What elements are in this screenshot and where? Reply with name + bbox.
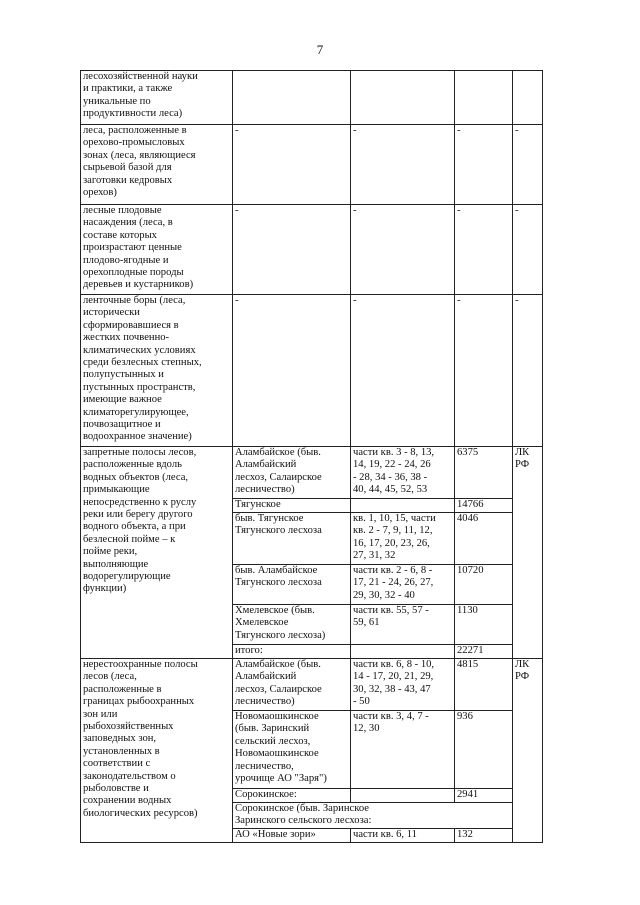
table-cell-forestry: Аламбайское (быв. Аламбайский лесхоз, Салаирское лесничество) [233, 447, 351, 499]
table-cell-forestry: Тягунское [233, 499, 351, 513]
table-row [81, 71, 543, 125]
table-cell-area: - [455, 295, 513, 447]
table-cell-forestry: - [233, 295, 351, 447]
table-cell-area [455, 71, 513, 125]
table-cell-quarters: части кв. 6, 11 [351, 829, 455, 843]
table-cell-forestry: Новомаошкинское (быв. Заринский сельский лесхоз, Новомаошкинское лесничество, урочище АО "Заря") [233, 711, 351, 789]
table-cell-area: 6375 [455, 447, 513, 499]
table-cell-area: 1130 [455, 605, 513, 645]
table-cell-quarters: кв. 1, 10, 15, части кв. 2 - 7, 9, 11, 12, 16, 17, 20, 23, 26, 27, 31, 32 [351, 513, 455, 565]
table-cell-forestry: Аламбайское (быв. Аламбайский лесхоз, Салаирское лесничество) [233, 659, 351, 711]
table-cell-basis: ЛК РФ [513, 659, 543, 843]
page-number: 7 [316, 42, 324, 57]
table-cell-forestry: - [233, 205, 351, 295]
table-cell-area: 10720 [455, 565, 513, 605]
table-cell-category: леса, расположенные в орехово-промысловых зонах (леса, являющиеся сырьевой базой для заготовки кедровых орехов) [81, 125, 233, 205]
table-cell-quarters: - [351, 205, 455, 295]
table-cell-area: 132 [455, 829, 513, 843]
table-cell-quarters: части кв. 2 - 6, 8 - 17, 21 - 24, 26, 27, 29, 30, 32 - 40 [351, 565, 455, 605]
table-row [81, 447, 543, 499]
table-cell-forestry: Хмелевское (быв. Хмелевское Тягунского лесхоза) [233, 605, 351, 645]
forest-table [80, 70, 543, 843]
table-cell-area: 14766 [455, 499, 513, 513]
table-cell-forestry: - [233, 125, 351, 205]
table-cell-basis: ЛК РФ [513, 447, 543, 659]
table-cell-area: 4046 [455, 513, 513, 565]
table-cell-basis [513, 71, 543, 125]
table-cell-quarters [351, 789, 455, 803]
table-cell-basis: - [513, 295, 543, 447]
table-cell-category: запретные полосы лесов, расположенные вдоль водных объектов (леса, примыкающие непосредственно к руслу реки или берегу другого водного объекта, а при безлесной пойме – к пойме реки, выполняющие водорегулирующие функции) [81, 447, 233, 659]
table-cell-category: лесохозяйственной науки и практики, а также уникальные по продуктивности леса) [81, 71, 233, 125]
table-cell-quarters: части кв. 3 - 8, 13, 14, 19, 22 - 24, 26 - 28, 34 - 36, 38 - 40, 44, 45, 52, 53 [351, 447, 455, 499]
table-row [81, 125, 543, 205]
table-cell-quarters [351, 499, 455, 513]
table-cell-basis: - [513, 205, 543, 295]
table-cell-area: 2941 [455, 789, 513, 803]
table-cell-category: лесные плодовые насаждения (леса, в составе которых произрастают ценные плодово-ягодные и орехоплодные породы деревьев и кустарников) [81, 205, 233, 295]
table-cell-area: - [455, 125, 513, 205]
table-cell-area: 936 [455, 711, 513, 789]
table-cell-forestry: Сорокинское: [233, 789, 351, 803]
table-cell-quarters [351, 645, 455, 659]
table-row [81, 659, 543, 711]
table-cell-basis: - [513, 125, 543, 205]
table-cell-quarters: части кв. 6, 8 - 10, 14 - 17, 20, 21, 29, 30, 32, 38 - 43, 47 - 50 [351, 659, 455, 711]
table-cell-forestry: быв. Аламбайское Тягунского лесхоза [233, 565, 351, 605]
table-cell-category: ленточные боры (леса, исторически сформировавшиеся в жестких почвенно- климатических условиях среди безлесных степных, полупустынных и пустынных пространств, имеющие важное климаторегулирующее, почвозащитное и водоохранное значение) [81, 295, 233, 447]
table-cell-quarters: - [351, 125, 455, 205]
table-cell-quarters [351, 71, 455, 125]
table-cell-forestry: Сорокинское (быв. Заринское Заринского сельского лесхоза: [233, 803, 513, 829]
table-row [81, 205, 543, 295]
table-cell-area: 4815 [455, 659, 513, 711]
table-cell-area: 22271 [455, 645, 513, 659]
table-cell-category: нерестоохранные полосы лесов (леса, расположенные в границах рыбоохранных зон или рыбохозяйственных заповедных зон, установленных в соответствии с законодательством о рыболовстве и сохранении водных биологических ресурсов) [81, 659, 233, 843]
table-cell-area: - [455, 205, 513, 295]
table-cell-forestry: АО «Новые зори» [233, 829, 351, 843]
table-cell-forestry: итого: [233, 645, 351, 659]
table-cell-forestry [233, 71, 351, 125]
table-cell-quarters: части кв. 3, 4, 7 - 12, 30 [351, 711, 455, 789]
table-cell-forestry: быв. Тягунское Тягунского лесхоза [233, 513, 351, 565]
table-cell-quarters: - [351, 295, 455, 447]
table-row [81, 295, 543, 447]
table-cell-quarters: части кв. 55, 57 - 59, 61 [351, 605, 455, 645]
